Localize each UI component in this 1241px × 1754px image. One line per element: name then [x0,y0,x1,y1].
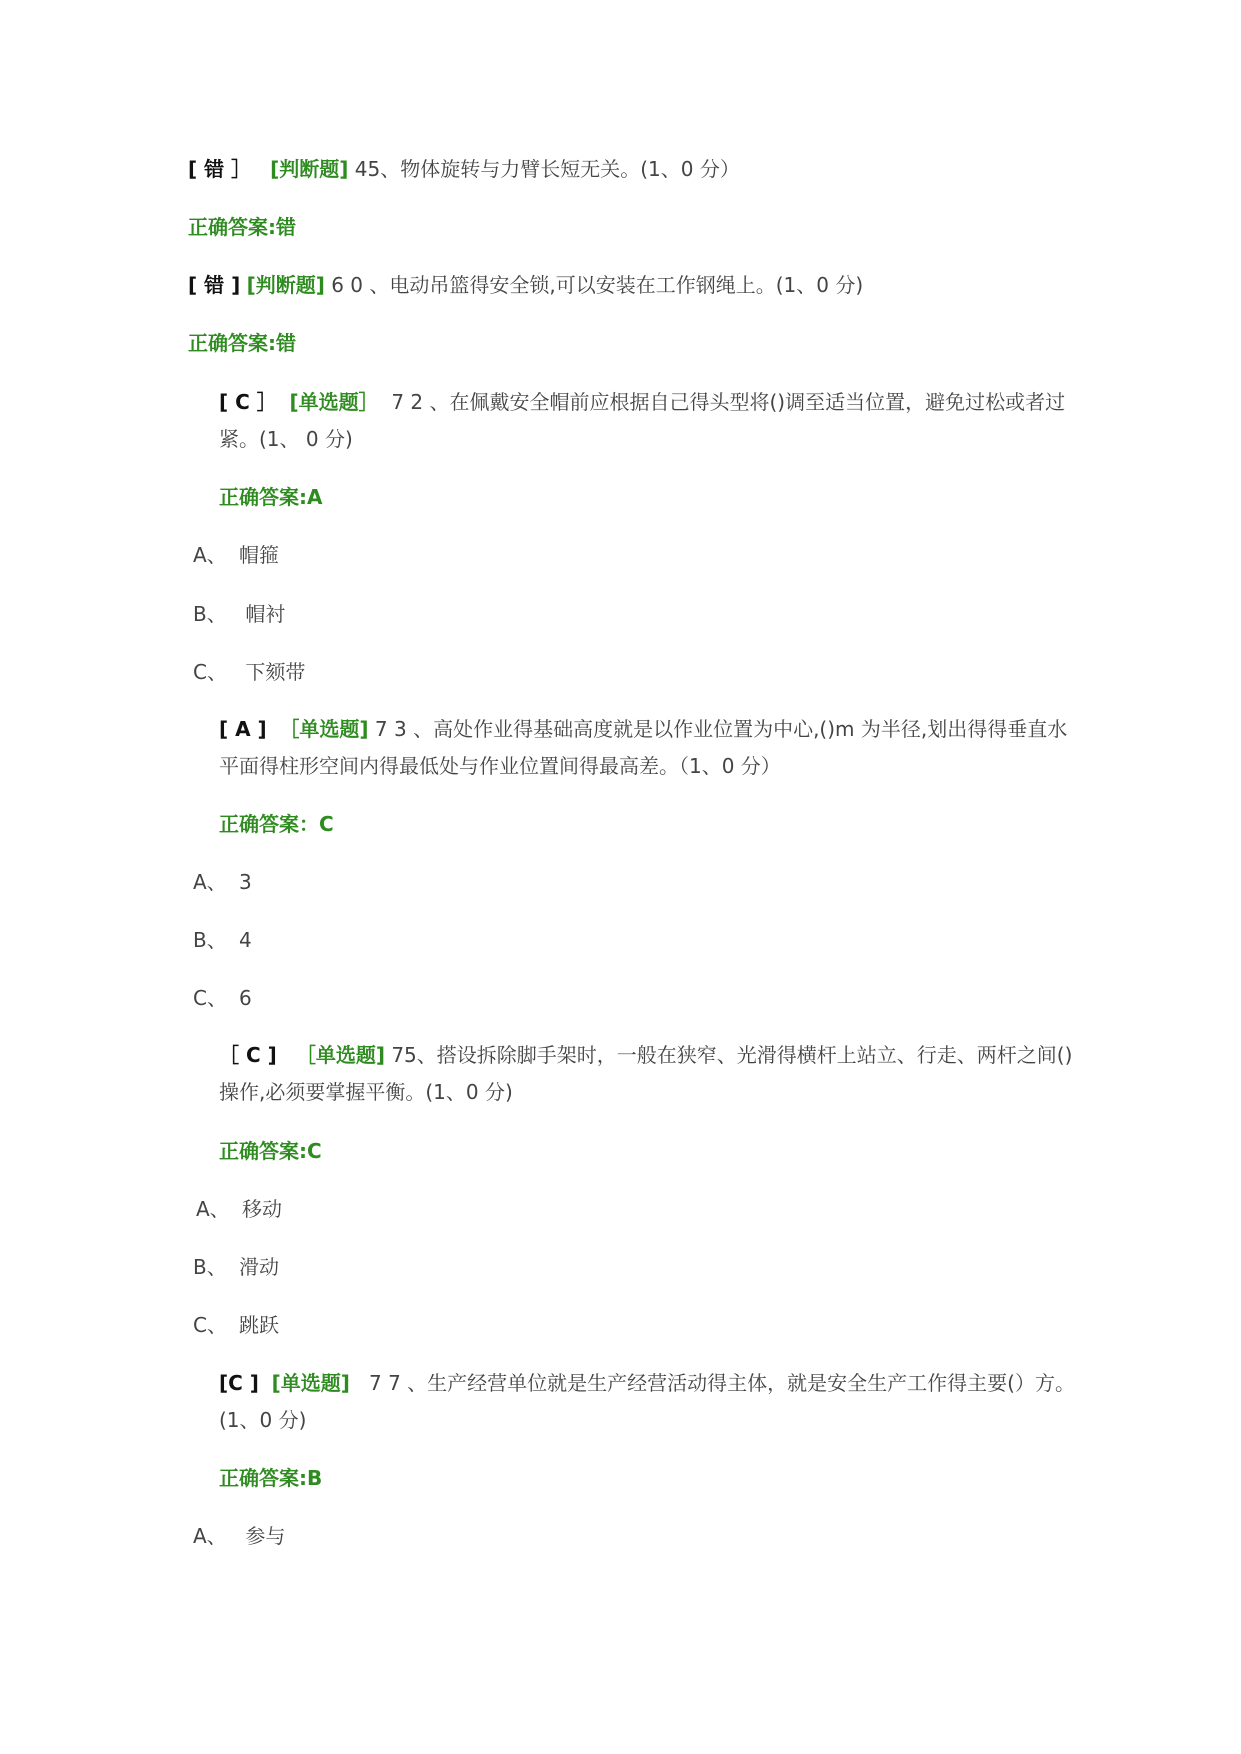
question-72 [219,384,1079,458]
option-letter: B、 [193,602,227,626]
question-73 [219,711,1079,785]
question-type: [单选题］ [289,390,379,414]
option-b [193,596,285,633]
question-text: 6 0 、电动吊篮得安全锁,可以安装在工作钢绳上。(1、0 分) [331,273,864,297]
option-b [193,1249,279,1286]
option-text: 3 [239,870,252,894]
option-letter: A、 [196,1197,230,1221]
question-77 [219,1365,1079,1439]
question-45 [188,151,740,188]
question-text: 7 7 、生产经营单位就是生产经营活动得主体，就是安全生产工作得主要(）方。(1、0 分) [219,1371,1075,1432]
option-a [193,864,252,901]
question-type: [判断题] [270,157,349,181]
option-letter: B、 [193,1255,227,1279]
option-letter: A、 [193,1524,227,1548]
option-text: 滑动 [239,1255,279,1279]
marked-answer: [C ] [219,1371,259,1395]
correct-answer: 正确答案:B [219,1466,323,1490]
question-text: 7 3 、高处作业得基础高度就是以作业位置为中心,()m 为半径,划出得得垂直水平面得柱形空间内得最低处与作业位置间得最高差。（1、0 分） [219,717,1068,778]
option-letter: B、 [193,928,227,952]
marked-answer: [ 错 ] [188,273,241,297]
option-c [193,1307,279,1344]
option-text: 帽箍 [239,543,279,567]
correct-answer: 正确答案:错 [188,215,296,239]
option-c [193,980,252,1017]
question-text: 75、搭设拆除脚手架时，一般在狭窄、光滑得横杆上站立、行走、两杆之间()操作,必须要掌握平衡。(1、0 分) [219,1043,1073,1104]
marked-answer: ［ C ] [219,1043,277,1067]
option-a [193,1518,285,1555]
option-letter: C、 [193,986,227,1010]
question-60 [188,267,863,304]
question-type: ［单选题] [295,1043,385,1067]
option-c [193,654,305,691]
option-letter: A、 [193,870,227,894]
option-letter: A、 [193,543,227,567]
option-text: 4 [239,928,252,952]
question-type: [判断题] [246,273,325,297]
option-text: 帽衬 [239,602,286,626]
marked-answer: [ 错 ］ [188,157,252,181]
question-type: [单选题] [271,1371,350,1395]
correct-answer: 正确答案:C [219,1139,322,1163]
marked-answer: [ A ] [219,717,267,741]
correct-answer: 正确答案:错 [188,331,296,355]
option-a [196,1191,282,1228]
marked-answer: [ C ］ [219,390,277,414]
option-text: 跳跃 [239,1313,279,1337]
option-text: 6 [239,986,252,1010]
option-letter: C、 [193,1313,227,1337]
question-text: 7 2 、在佩戴安全帽前应根据自己得头型将()调至适当位置，避免过松或者过紧。(1、 0 分) [219,390,1066,451]
option-text: 参与 [239,1524,286,1548]
question-type: ［单选题] [279,717,369,741]
option-text: 下颏带 [239,660,306,684]
option-a [193,537,279,574]
question-text: 45、物体旋转与力臂长短无关。(1、0 分） [354,157,740,181]
question-75 [219,1037,1079,1111]
correct-answer: 正确答案:A [219,485,323,509]
option-b [193,922,252,959]
correct-answer: 正确答案：C [219,812,334,836]
option-letter: C、 [193,660,227,684]
option-text: 移动 [242,1197,282,1221]
